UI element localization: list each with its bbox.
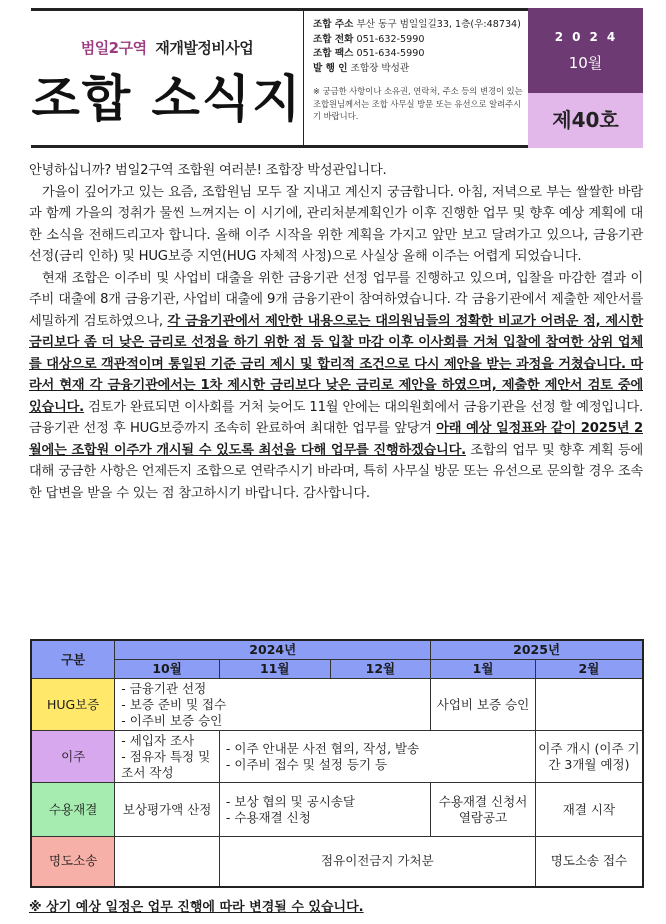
area-name: 범일2구역 [80,39,147,57]
fax-line: 조합 팩스 051-634-5990 [313,48,425,59]
header-month-jan: 1월 [431,660,536,679]
row-label-hug: HUG보증 [31,679,115,731]
issue-year: 2024 [554,30,625,44]
newsletter-header [31,8,643,148]
eviction-feb: 명도소송 접수 [535,837,643,887]
header-year-2025: 2025년 [431,640,643,660]
row-expropriation [31,783,643,837]
move-nov-jan: - 이주 안내문 사전 협의, 작성, 발송 - 이주비 접수 및 설정 등기 등 [219,731,535,783]
header-month-nov: 11월 [219,660,330,679]
publisher-line: 발 행 인 조합장 박성관 [313,62,410,74]
issue-month: 10월 [568,54,603,72]
emphasis-schedule: 아래 예상 일정표와 같이 2025년 2월에는 조합원 이주가 개시될 수 있도록 최선을 다해 업무를 진행하겠습니다. [29,421,643,458]
newsletter-title: 조합 소식지 [31,70,303,128]
contact-info [303,8,528,148]
date-box [528,8,643,93]
row-label-move: 이주 [31,731,115,783]
header-month-feb: 2월 [535,660,643,679]
eviction-nov-jan: 점유이전금지 가처분 [219,837,535,887]
hug-jan: 사업비 보증 승인 [431,679,536,731]
greeting: 안녕하십니까? 범일2구역 조합원 여러분! 조합장 박성관입니다. [29,163,387,178]
issue-block [528,8,643,148]
row-label-expropriation: 수용재결 [31,783,115,837]
header-year-2024: 2024년 [115,640,431,660]
row-label-eviction: 명도소송 [31,837,115,887]
issue-number: 제40호 [528,93,643,148]
row-move [31,731,643,783]
emphasis-rebid: 각 금융기관에서 제안한 내용으로는 대의원님들의 정확한 비교가 어려운 점, 제시한 금리보다 좀 더 낮은 금리로 선정을 하기 위한 점 등 입찰 마감 이후 이사회를 거쳐 입찰에 참여한 상위 업체를 대상으로 객관적이며 통일된 기준 금리 제시 및 합리적 조건으로 다시 제안을 받는 과정을 거쳤습니다. 따라서 현재 각 금융기관에서는 1차 제시한 금리보다 낮은 금리로 제안을 하였으며, 제출한 제안서 검토 중에 있습니다. [29,313,643,415]
phone-line: 조합 전화 051-632-5990 [313,33,425,45]
project-name: 재개발정비사업 [155,39,254,57]
eviction-oct [115,837,220,887]
expropriation-oct: 보상평가액 산정 [115,783,220,837]
expropriation-feb: 재결 시작 [535,783,643,837]
paragraph-1: 가을이 깊어가고 있는 요즘, 조합원님 모두 잘 지내고 계신지 궁금합니다. 아침, 저녁으로 부는 쌀쌀한 바람과 함께 가을의 정취가 물씬 느껴지는 이 시기에, 관리처분계획인가 이후 진행한 업무 및 향후 예상 계획에 대한 소식을 전해드리고자 합니다. 올해 이주 시작을 위한 계획을 가지고 앞만 보고 달려가고 있으나, 금융기관 선정(금리 인하) 및 HUG보증 지연(HUG 자체적 사정)으로 사실상 올해 이주는 어렵게 되었습니다. [29,184,643,264]
hug-feb [535,679,643,731]
move-feb: 이주 개시 (이주 기간 3개월 예정) [535,731,643,783]
move-oct: - 세입자 조사 - 점유자 특정 및 조서 작성 [115,731,220,783]
schedule-table [30,639,644,888]
schedule-footnote: ※ 상기 예상 일정은 업무 진행에 따라 변경될 수 있습니다. [29,900,364,915]
header-category: 구분 [31,640,115,679]
hug-tasks: - 금융기관 선정 - 보증 준비 및 접수 - 이주비 보증 승인 [115,679,431,731]
header-month-dec: 12월 [330,660,431,679]
contact-notice: ※ 궁금한 사항이나 소유권, 연락처, 주소 등의 변경이 있는 조합원님께서는 조합 사무실 방문 또는 유선으로 알려주시기 바랍니다. [313,86,523,121]
address-line: 조합 주소 부산 동구 범일일길33, 1층(우:48734) [313,19,521,30]
header-month-oct: 10월 [115,660,220,679]
expropriation-jan: 수용재결 신청서 열람공고 [431,783,536,837]
paragraph-2: 현재 조합은 이주비 및 사업비 대출을 위한 금융기관 선정 업무를 진행하고 있으며, 입찰을 마감한 결과 이주비 대출에 8개 금융기관, 사업비 대출에 9개 금융기관이 참여하였습니다. 각 금융기관에서 제출한 제안서를 세밀하게 검토하였으나, 각 금융기관에서 제안한 내용으로는 대의원님들의 정확한 비교가 어려운 점, 제시한 금리보다 좀 더 낮은 금리로 선정을 하기 위한 점 등 입찰 마감 이후 이사회를 거쳐 입찰에 참여한 상위 업체를 대상으로 객관적이며 통일된 기준 금리 제시 및 합리적 조건으로 다시 제안을 받는 과정을 거쳤습니다. 따라서 현재 각 금융기관에서는 1차 제시한 금리보다 낮은 금리로 제안을 하였으며, 제출한 제안서 검토 중에 있습니다. 검토가 완료되면 이사회를 거처 늦어도 11월 안에는 대의원회에서 금융기관을 선정 할 예정입니다. 금융기관 선정 후 HUG보증까지 조속히 완료하여 최대한 업무를 앞당겨 아래 예상 일정표와 같이 2025년 2월에는 조합원 이주가 개시될 수 있도록 최선을 다해 업무를 진행하겠습니다. 조합의 업무 및 향후 계획 등에 대해 궁금한 사항은 언제든지 조합으로 연락주시기 바라며, 특히 사무실 방문 또는 유선으로 문의할 경우 조속한 답변을 받을 수 있는 점 참고하시기 바랍니다. 감사합니다. [29,270,643,501]
expropriation-nov-dec: - 보상 협의 및 공시송달 - 수용재결 신청 [219,783,430,837]
row-eviction [31,837,643,887]
project-subtitle [31,37,303,58]
letter-body [29,160,643,504]
title-block [31,8,303,148]
row-hug [31,679,643,731]
